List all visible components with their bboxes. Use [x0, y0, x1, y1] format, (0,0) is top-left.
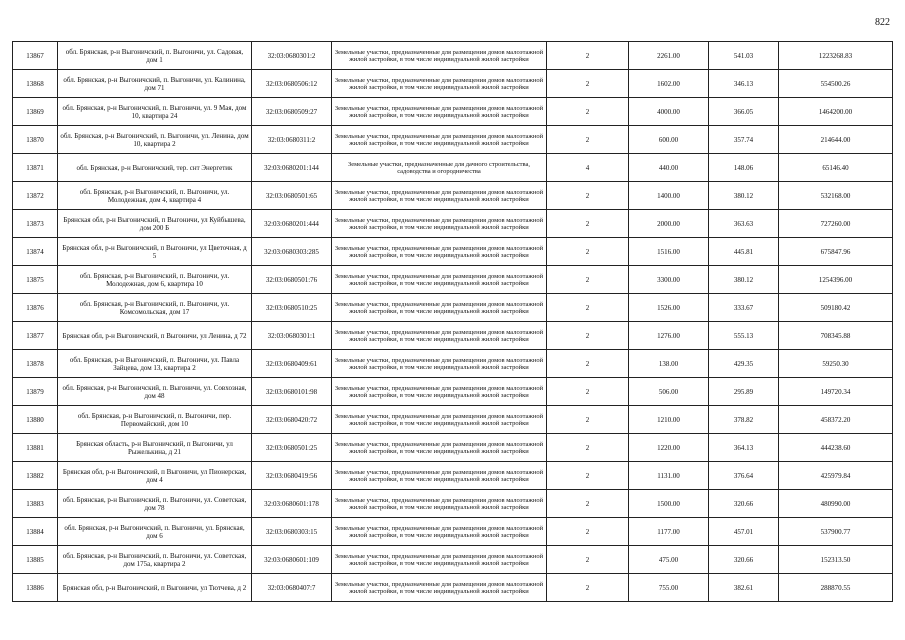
land-purpose-cell: Земельные участки, предназначенные для дачного строительства, садоводства и огородничества: [332, 154, 547, 182]
land-purpose-cell: Земельные участки, предназначенные для размещения домов малоэтажной жилой застройки, в том числе индивидуальной жилой застройки: [332, 322, 547, 350]
table-row: [13, 546, 893, 574]
area-cell: 1602.00: [629, 70, 709, 98]
table-row: [13, 126, 893, 154]
land-purpose-cell: Земельные участки, предназначенные для размещения домов малоэтажной жилой застройки, в том числе индивидуальной жилой застройки: [332, 294, 547, 322]
cadastral-number-cell: 32:03:0680509:27: [252, 98, 332, 126]
specific-value-cell: 346.13: [709, 70, 779, 98]
cadastral-value-cell: 727260.00: [779, 210, 893, 238]
area-cell: 506.00: [629, 378, 709, 406]
area-cell: 1500.00: [629, 490, 709, 518]
row-number: 13885: [13, 546, 58, 574]
cadastral-number-cell: 32:03:0680407:7: [252, 574, 332, 602]
cadastral-number-cell: 32:03:0680506:12: [252, 70, 332, 98]
table-row: [13, 322, 893, 350]
address-cell: обл. Брянская, р-н Выгоничский, п. Выгоничи, ул. Совхозная, дом 48: [58, 378, 252, 406]
specific-value-cell: 555.13: [709, 322, 779, 350]
cadastral-number-cell: 32:03:0680601:109: [252, 546, 332, 574]
area-cell: 475.00: [629, 546, 709, 574]
cadastral-number-cell: 32:03:0680409:61: [252, 350, 332, 378]
cadastral-value-cell: 708345.88: [779, 322, 893, 350]
land-purpose-cell: Земельные участки, предназначенные для размещения домов малоэтажной жилой застройки, в том числе индивидуальной жилой застройки: [332, 70, 547, 98]
table-row: [13, 378, 893, 406]
group-cell: 2: [547, 434, 629, 462]
row-number: 13870: [13, 126, 58, 154]
group-cell: 2: [547, 294, 629, 322]
table-row: [13, 182, 893, 210]
registry-body: [13, 42, 893, 602]
land-purpose-cell: Земельные участки, предназначенные для размещения домов малоэтажной жилой застройки, в том числе индивидуальной жилой застройки: [332, 98, 547, 126]
cadastral-value-cell: 1223268.83: [779, 42, 893, 70]
cadastral-value-cell: 554500.26: [779, 70, 893, 98]
specific-value-cell: 380.12: [709, 266, 779, 294]
specific-value-cell: 382.61: [709, 574, 779, 602]
specific-value-cell: 445.81: [709, 238, 779, 266]
address-cell: Брянская обл, р-н Выгоничский, п Выгоничи, ул Куйбышева, дом 200 Б: [58, 210, 252, 238]
land-purpose-cell: Земельные участки, предназначенные для размещения домов малоэтажной жилой застройки, в том числе индивидуальной жилой застройки: [332, 350, 547, 378]
cadastral-value-cell: 288870.55: [779, 574, 893, 602]
area-cell: 1210.00: [629, 406, 709, 434]
group-cell: 2: [547, 126, 629, 154]
cadastral-number-cell: 32:03:0680311:2: [252, 126, 332, 154]
cadastral-number-cell: 32:03:0680303:285: [252, 238, 332, 266]
cadastral-value-cell: 675847.96: [779, 238, 893, 266]
address-cell: обл. Брянская, р-н Выгоничский, п. Выгоничи, ул. Советская, дом 78: [58, 490, 252, 518]
table-row: [13, 518, 893, 546]
area-cell: 2261.00: [629, 42, 709, 70]
row-number: 13875: [13, 266, 58, 294]
cadastral-value-cell: 480990.00: [779, 490, 893, 518]
row-number: 13878: [13, 350, 58, 378]
specific-value-cell: 429.35: [709, 350, 779, 378]
address-cell: обл. Брянская, р-н Выгоничский, п. Выгоничи, ул. Калинина, дом 71: [58, 70, 252, 98]
table-row: [13, 266, 893, 294]
land-purpose-cell: Земельные участки, предназначенные для размещения домов малоэтажной жилой застройки, в том числе индивидуальной жилой застройки: [332, 378, 547, 406]
area-cell: 138.00: [629, 350, 709, 378]
group-cell: 2: [547, 378, 629, 406]
address-cell: обл. Брянская, р-н Выгоничский, п. Выгоничи, ул. Павла Зайцева, дом 13, квартира 2: [58, 350, 252, 378]
table-row: [13, 434, 893, 462]
cadastral-value-cell: 425979.84: [779, 462, 893, 490]
area-cell: 1526.00: [629, 294, 709, 322]
address-cell: обл. Брянская, р-н Выгоничский, п. Выгоничи, ул. 9 Мая, дом 10, квартира 24: [58, 98, 252, 126]
area-cell: 1516.00: [629, 238, 709, 266]
address-cell: Брянская область, р-н Выгоничский, п Выгоничи, ул Рыжелькина, д 21: [58, 434, 252, 462]
cadastral-number-cell: 32:03:0680201:144: [252, 154, 332, 182]
cadastral-number-cell: 32:03:0680419:56: [252, 462, 332, 490]
row-number: 13882: [13, 462, 58, 490]
cadastral-value-cell: 537900.77: [779, 518, 893, 546]
address-cell: Брянская обл, р-н Выгоничский, п Выгоничи, ул Ленина, д 72: [58, 322, 252, 350]
cadastral-value-cell: 509180.42: [779, 294, 893, 322]
table-row: [13, 490, 893, 518]
cadastral-value-cell: 59250.30: [779, 350, 893, 378]
area-cell: 3300.00: [629, 266, 709, 294]
table-row: [13, 294, 893, 322]
row-number: 13872: [13, 182, 58, 210]
address-cell: Брянская обл, р-н Выгоничский, п Выгоничи, ул Тютчева, д 2: [58, 574, 252, 602]
cadastral-value-cell: 214644.00: [779, 126, 893, 154]
land-purpose-cell: Земельные участки, предназначенные для размещения домов малоэтажной жилой застройки, в том числе индивидуальной жилой застройки: [332, 406, 547, 434]
table-row: [13, 70, 893, 98]
land-purpose-cell: Земельные участки, предназначенные для размещения домов малоэтажной жилой застройки, в том числе индивидуальной жилой застройки: [332, 434, 547, 462]
group-cell: 2: [547, 182, 629, 210]
group-cell: 2: [547, 574, 629, 602]
row-number: 13874: [13, 238, 58, 266]
cadastral-number-cell: 32:03:0680510:25: [252, 294, 332, 322]
cadastral-number-cell: 32:03:0680501:25: [252, 434, 332, 462]
row-number: 13876: [13, 294, 58, 322]
address-cell: обл. Брянская, р-н Выгоничский, п. Выгоничи, ул. Брянская, дом 6: [58, 518, 252, 546]
specific-value-cell: 541.03: [709, 42, 779, 70]
table-row: [13, 574, 893, 602]
area-cell: 1131.00: [629, 462, 709, 490]
row-number: 13877: [13, 322, 58, 350]
address-cell: Брянская обл, р-н Выгоничский, п Выгоничи, ул Цветочная, д 5: [58, 238, 252, 266]
cadastral-number-cell: 32:03:0680201:444: [252, 210, 332, 238]
cadastral-value-cell: 458372.20: [779, 406, 893, 434]
address-cell: обл. Брянская, р-н Выгоничский, п. Выгоничи, ул. Молодежная, дом 6, квартира 10: [58, 266, 252, 294]
land-purpose-cell: Земельные участки, предназначенные для размещения домов малоэтажной жилой застройки, в том числе индивидуальной жилой застройки: [332, 238, 547, 266]
area-cell: 1220.00: [629, 434, 709, 462]
cadastral-value-cell: 1254396.00: [779, 266, 893, 294]
page-number: 822: [875, 17, 890, 28]
address-cell: обл. Брянская, р-н Выгоничский, п. Выгоничи, пер. Первомайский, дом 10: [58, 406, 252, 434]
cadastral-number-cell: 32:03:0680601:178: [252, 490, 332, 518]
address-cell: обл. Брянская, р-н Выгоничский, п. Выгоничи, ул. Молодежная, дом 4, квартира 4: [58, 182, 252, 210]
land-purpose-cell: Земельные участки, предназначенные для размещения домов малоэтажной жилой застройки, в том числе индивидуальной жилой застройки: [332, 182, 547, 210]
cadastral-number-cell: 32:03:0680420:72: [252, 406, 332, 434]
cadastral-value-cell: 65146.40: [779, 154, 893, 182]
cadastral-value-cell: 149720.34: [779, 378, 893, 406]
specific-value-cell: 380.12: [709, 182, 779, 210]
area-cell: 1276.00: [629, 322, 709, 350]
row-number: 13871: [13, 154, 58, 182]
row-number: 13880: [13, 406, 58, 434]
table-row: [13, 462, 893, 490]
specific-value-cell: 378.82: [709, 406, 779, 434]
area-cell: 4000.00: [629, 98, 709, 126]
table-row: [13, 42, 893, 70]
cadastral-number-cell: 32:03:0680303:15: [252, 518, 332, 546]
address-cell: Брянская обл, р-н Выгоничский, п Выгоничи, ул Пионерская, дом 4: [58, 462, 252, 490]
land-purpose-cell: Земельные участки, предназначенные для размещения домов малоэтажной жилой застройки, в том числе индивидуальной жилой застройки: [332, 518, 547, 546]
cadastral-number-cell: 32:03:0680501:76: [252, 266, 332, 294]
cadastral-value-cell: 152313.50: [779, 546, 893, 574]
specific-value-cell: 333.67: [709, 294, 779, 322]
group-cell: 2: [547, 70, 629, 98]
row-number: 13868: [13, 70, 58, 98]
land-purpose-cell: Земельные участки, предназначенные для размещения домов малоэтажной жилой застройки, в том числе индивидуальной жилой застройки: [332, 210, 547, 238]
group-cell: 2: [547, 518, 629, 546]
group-cell: 2: [547, 322, 629, 350]
group-cell: 2: [547, 238, 629, 266]
cadastral-number-cell: 32:03:0680501:65: [252, 182, 332, 210]
row-number: 13886: [13, 574, 58, 602]
table-row: [13, 210, 893, 238]
land-purpose-cell: Земельные участки, предназначенные для размещения домов малоэтажной жилой застройки, в том числе индивидуальной жилой застройки: [332, 42, 547, 70]
area-cell: 1177.00: [629, 518, 709, 546]
land-purpose-cell: Земельные участки, предназначенные для размещения домов малоэтажной жилой застройки, в том числе индивидуальной жилой застройки: [332, 574, 547, 602]
table-row: [13, 238, 893, 266]
row-number: 13873: [13, 210, 58, 238]
row-number: 13883: [13, 490, 58, 518]
cadastral-value-cell: 532168.00: [779, 182, 893, 210]
cadastral-number-cell: 32:03:0680301:2: [252, 42, 332, 70]
cadastral-number-cell: 32:03:0680101:98: [252, 378, 332, 406]
row-number: 13867: [13, 42, 58, 70]
area-cell: 440.00: [629, 154, 709, 182]
address-cell: обл. Брянская, р-н Выгоничский, п. Выгоничи, ул. Советская, дом 175а, квартира 2: [58, 546, 252, 574]
land-purpose-cell: Земельные участки, предназначенные для размещения домов малоэтажной жилой застройки, в том числе индивидуальной жилой застройки: [332, 462, 547, 490]
row-number: 13879: [13, 378, 58, 406]
group-cell: 2: [547, 350, 629, 378]
specific-value-cell: 295.89: [709, 378, 779, 406]
specific-value-cell: 457.01: [709, 518, 779, 546]
land-purpose-cell: Земельные участки, предназначенные для размещения домов малоэтажной жилой застройки, в том числе индивидуальной жилой застройки: [332, 266, 547, 294]
area-cell: 1400.00: [629, 182, 709, 210]
specific-value-cell: 363.63: [709, 210, 779, 238]
specific-value-cell: 364.13: [709, 434, 779, 462]
specific-value-cell: 376.64: [709, 462, 779, 490]
group-cell: 2: [547, 210, 629, 238]
address-cell: обл. Брянская, р-н Выгоничский, п. Выгоничи, ул. Ленина, дом 10, квартира 2: [58, 126, 252, 154]
specific-value-cell: 320.66: [709, 546, 779, 574]
table-row: [13, 154, 893, 182]
table-row: [13, 350, 893, 378]
row-number: 13869: [13, 98, 58, 126]
land-purpose-cell: Земельные участки, предназначенные для размещения домов малоэтажной жилой застройки, в том числе индивидуальной жилой застройки: [332, 490, 547, 518]
address-cell: обл. Брянская, р-н Выгоничский, тер. снт Энергетик: [58, 154, 252, 182]
row-number: 13881: [13, 434, 58, 462]
cadastral-number-cell: 32:03:0680301:1: [252, 322, 332, 350]
group-cell: 2: [547, 462, 629, 490]
area-cell: 600.00: [629, 126, 709, 154]
group-cell: 2: [547, 266, 629, 294]
specific-value-cell: 148.06: [709, 154, 779, 182]
specific-value-cell: 366.05: [709, 98, 779, 126]
specific-value-cell: 357.74: [709, 126, 779, 154]
specific-value-cell: 320.66: [709, 490, 779, 518]
area-cell: 755.00: [629, 574, 709, 602]
land-registry-table: [12, 41, 893, 602]
land-purpose-cell: Земельные участки, предназначенные для размещения домов малоэтажной жилой застройки, в том числе индивидуальной жилой застройки: [332, 126, 547, 154]
group-cell: 2: [547, 98, 629, 126]
address-cell: обл. Брянская, р-н Выгоничский, п. Выгоничи, ул. Садовая, дом 1: [58, 42, 252, 70]
group-cell: 2: [547, 490, 629, 518]
cadastral-value-cell: 444238.60: [779, 434, 893, 462]
area-cell: 2000.00: [629, 210, 709, 238]
cadastral-value-cell: 1464200.00: [779, 98, 893, 126]
table-row: [13, 406, 893, 434]
group-cell: 2: [547, 546, 629, 574]
row-number: 13884: [13, 518, 58, 546]
address-cell: обл. Брянская, р-н Выгоничский, п. Выгоничи, ул. Комсомольская, дом 17: [58, 294, 252, 322]
group-cell: 2: [547, 42, 629, 70]
group-cell: 4: [547, 154, 629, 182]
table-row: [13, 98, 893, 126]
group-cell: 2: [547, 406, 629, 434]
land-purpose-cell: Земельные участки, предназначенные для размещения домов малоэтажной жилой застройки, в том числе индивидуальной жилой застройки: [332, 546, 547, 574]
